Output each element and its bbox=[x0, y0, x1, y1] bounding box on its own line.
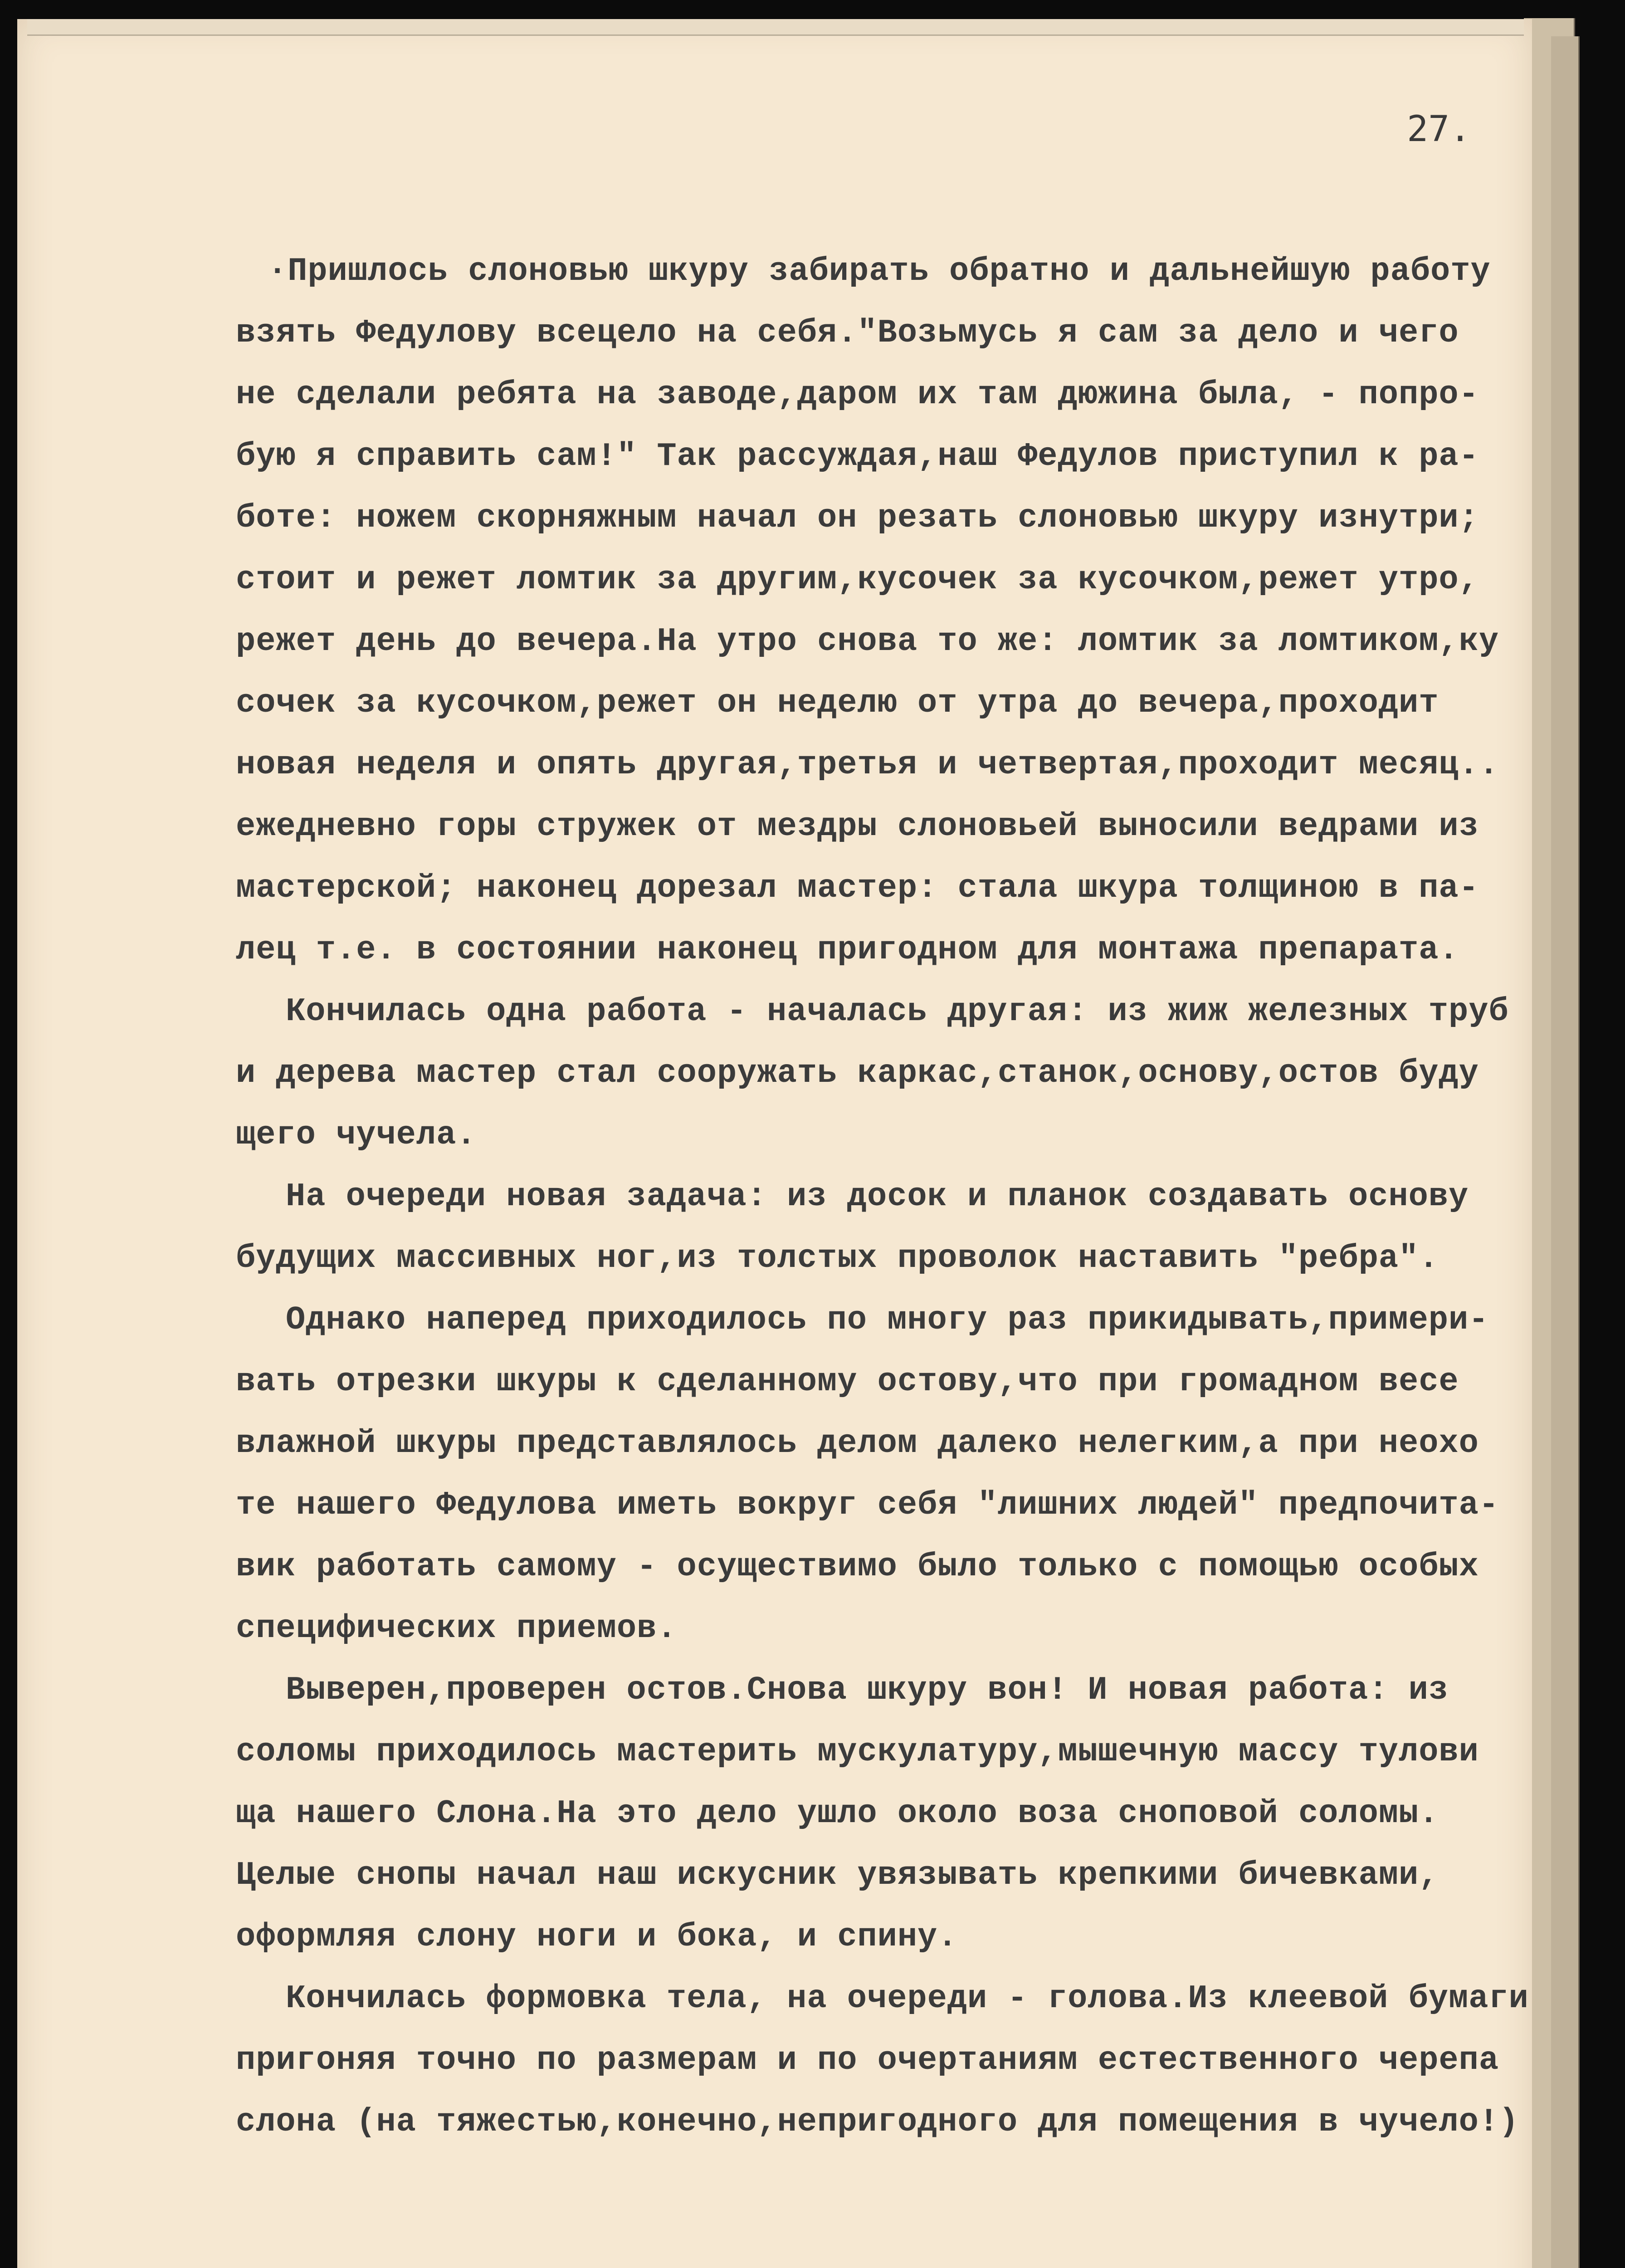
page-number: 27. bbox=[1407, 109, 1471, 150]
text-line: ща нашего Слона.На это дело ушло около воза сноповой соломы. bbox=[236, 1795, 1439, 1832]
text-line: мастерской; наконец дорезал мастер: стала шкура толщиною в па- bbox=[236, 870, 1479, 907]
text-line: будущих массивных ног,из толстых проволок наставить "ребра". bbox=[236, 1240, 1439, 1277]
text-line: специфических приемов. bbox=[236, 1610, 677, 1647]
text-line: Кончилась одна работа - началась другая: из жиж железных труб bbox=[286, 993, 1509, 1030]
text-line: лец т.е. в состоянии наконец пригодном для монтажа препарата. bbox=[236, 931, 1459, 968]
text-line: влажной шкуры представлялось делом далеко нелегким,а при неохо bbox=[236, 1425, 1479, 1462]
text-line: пригоняя точно по размерам и по очертаниям естественного черепа bbox=[236, 2042, 1499, 2079]
text-line: и дерева мастер стал сооружать каркас,станок,основу,остов буду bbox=[236, 1055, 1479, 1092]
text-line: слона (на тяжестью,конечно,непригодного для помещения в чучело!) bbox=[236, 2103, 1519, 2141]
paper-stack-edge-back bbox=[1551, 36, 1580, 2268]
text-line: Однако наперед приходилось по многу раз прикидывать,примери- bbox=[286, 1301, 1489, 1339]
text-line: щего чучела. bbox=[236, 1116, 477, 1154]
text-line: стоит и режет ломтик за другим,кусочек за кусочком,режет утро, bbox=[236, 561, 1479, 598]
text-line: ·Пришлось слоновью шкуру забирать обратно и дальнейшую работу bbox=[268, 253, 1491, 290]
text-line: взять Федулову всецело на себя."Возьмусь я сам за дело и чего bbox=[236, 314, 1459, 352]
text-line: новая неделя и опять другая,третья и четвертая,проходит месяц.. bbox=[236, 746, 1499, 783]
typewritten-text bbox=[236, 240, 1551, 2153]
text-line: вать отрезки шкуры к сделанному остову,что при громадном весе bbox=[236, 1363, 1459, 1400]
page-top-strip bbox=[27, 19, 1524, 36]
text-line: Кончилась формовка тела, на очереди - голова.Из клеевой бумаги bbox=[286, 1980, 1529, 2017]
text-line: боте: ножем скорняжным начал он резать слоновью шкуру изнутри; bbox=[236, 499, 1479, 537]
text-line: ежедневно горы стружек от мездры слоновьей выносили ведрами из bbox=[236, 808, 1479, 845]
text-line: оформляя слону ноги и бока, и спину. bbox=[236, 1918, 958, 1955]
text-line: На очереди новая задача: из досок и планок создавать основу bbox=[286, 1178, 1469, 1215]
text-line: не сделали ребята на заводе,даром их там дюжина была, - попро- bbox=[236, 376, 1479, 413]
text-line: Выверен,проверен остов.Снова шкуру вон! И новая работа: из bbox=[286, 1672, 1449, 1709]
text-line: вик работать самому - осуществимо было только с помощью особых bbox=[236, 1548, 1479, 1585]
text-line: Целые снопы начал наш искусник увязывать крепкими бичевками, bbox=[236, 1857, 1439, 1894]
text-line: сочек за кусочком,режет он неделю от утра до вечера,проходит bbox=[236, 684, 1439, 722]
text-line: те нашего Федулова иметь вокруг себя "лишних людей" предпочита- bbox=[236, 1486, 1499, 1524]
text-line: бую я справить сам!" Так рассуждая,наш Федулов приступил к ра- bbox=[236, 438, 1479, 475]
text-line: соломы приходилось мастерить мускулатуру,мышечную массу тулови bbox=[236, 1733, 1479, 1770]
text-line: режет день до вечера.На утро снова то же: ломтик за ломтиком,ку bbox=[236, 623, 1499, 660]
